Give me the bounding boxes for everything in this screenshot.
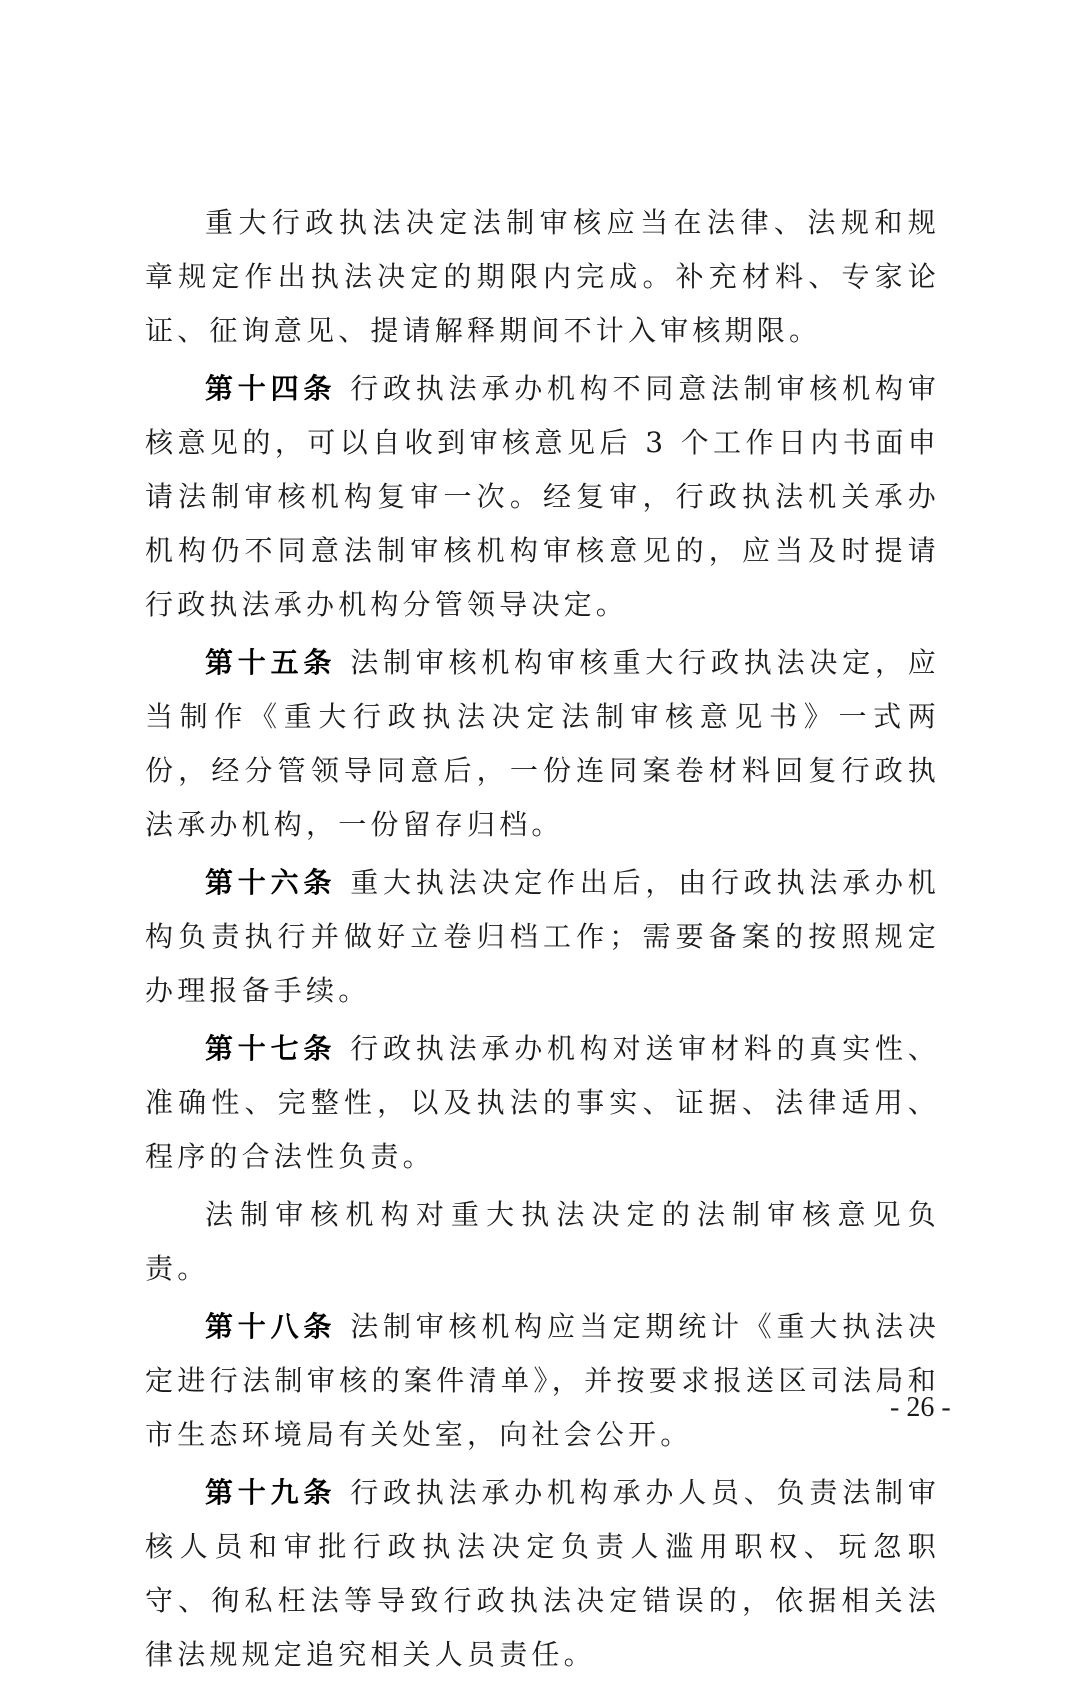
paragraph-review-responsibility	[145, 1188, 940, 1296]
article-text: 重大执法决定作出后，由行政执法承办机构负责执行并做好立卷归档工作；需要备案的按照规定办理报备手续。	[145, 866, 940, 1007]
page-number: - 26 -	[890, 1392, 951, 1423]
article-18	[145, 1300, 940, 1462]
article-text: 法制审核机构审核重大行政执法决定，应当制作《重大行政执法决定法制审核意见书》一式两份，经分管领导同意后，一份连同案卷材料回复行政执法承办机构，一份留存归档。	[145, 646, 940, 841]
document-body	[145, 196, 940, 1682]
article-heading: 第十九条	[205, 1476, 337, 1509]
article-19	[145, 1466, 940, 1682]
article-14	[145, 362, 940, 632]
article-16	[145, 856, 940, 1018]
article-heading: 第十五条	[205, 646, 337, 679]
article-heading: 第十七条	[205, 1032, 337, 1065]
article-text: 法制审核机构应当定期统计《重大执法决定进行法制审核的案件清单》，并按要求报送区司法局和市生态环境局有关处室，向社会公开。	[145, 1310, 940, 1451]
article-heading: 第十八条	[205, 1310, 337, 1343]
paragraph-review-deadline	[145, 196, 940, 358]
article-15	[145, 636, 940, 852]
paragraph-text: 重大行政执法决定法制审核应当在法律、法规和规章规定作出执法决定的期限内完成。补充材料、专家论证、征询意见、提请解释期间不计入审核期限。	[145, 206, 940, 347]
article-heading: 第十六条	[205, 866, 337, 899]
paragraph-text: 法制审核机构对重大执法决定的法制审核意见负责。	[145, 1198, 940, 1285]
article-text: 行政执法承办机构对送审材料的真实性、准确性、完整性，以及执法的事实、证据、法律适用、程序的合法性负责。	[145, 1032, 940, 1173]
article-text: 行政执法承办机构承办人员、负责法制审核人员和审批行政执法决定负责人滥用职权、玩忽职守、徇私枉法等导致行政执法决定错误的，依据相关法律法规规定追究相关人员责任。	[145, 1476, 940, 1671]
article-17	[145, 1022, 940, 1184]
article-text: 行政执法承办机构不同意法制审核机构审核意见的，可以自收到审核意见后 3 个工作日内书面申请法制审核机构复审一次。经复审，行政执法机关承办机构仍不同意法制审核机构审核意见的，应当及时提请行政执法承办机构分管领导决定。	[145, 372, 940, 621]
article-heading: 第十四条	[205, 372, 337, 405]
